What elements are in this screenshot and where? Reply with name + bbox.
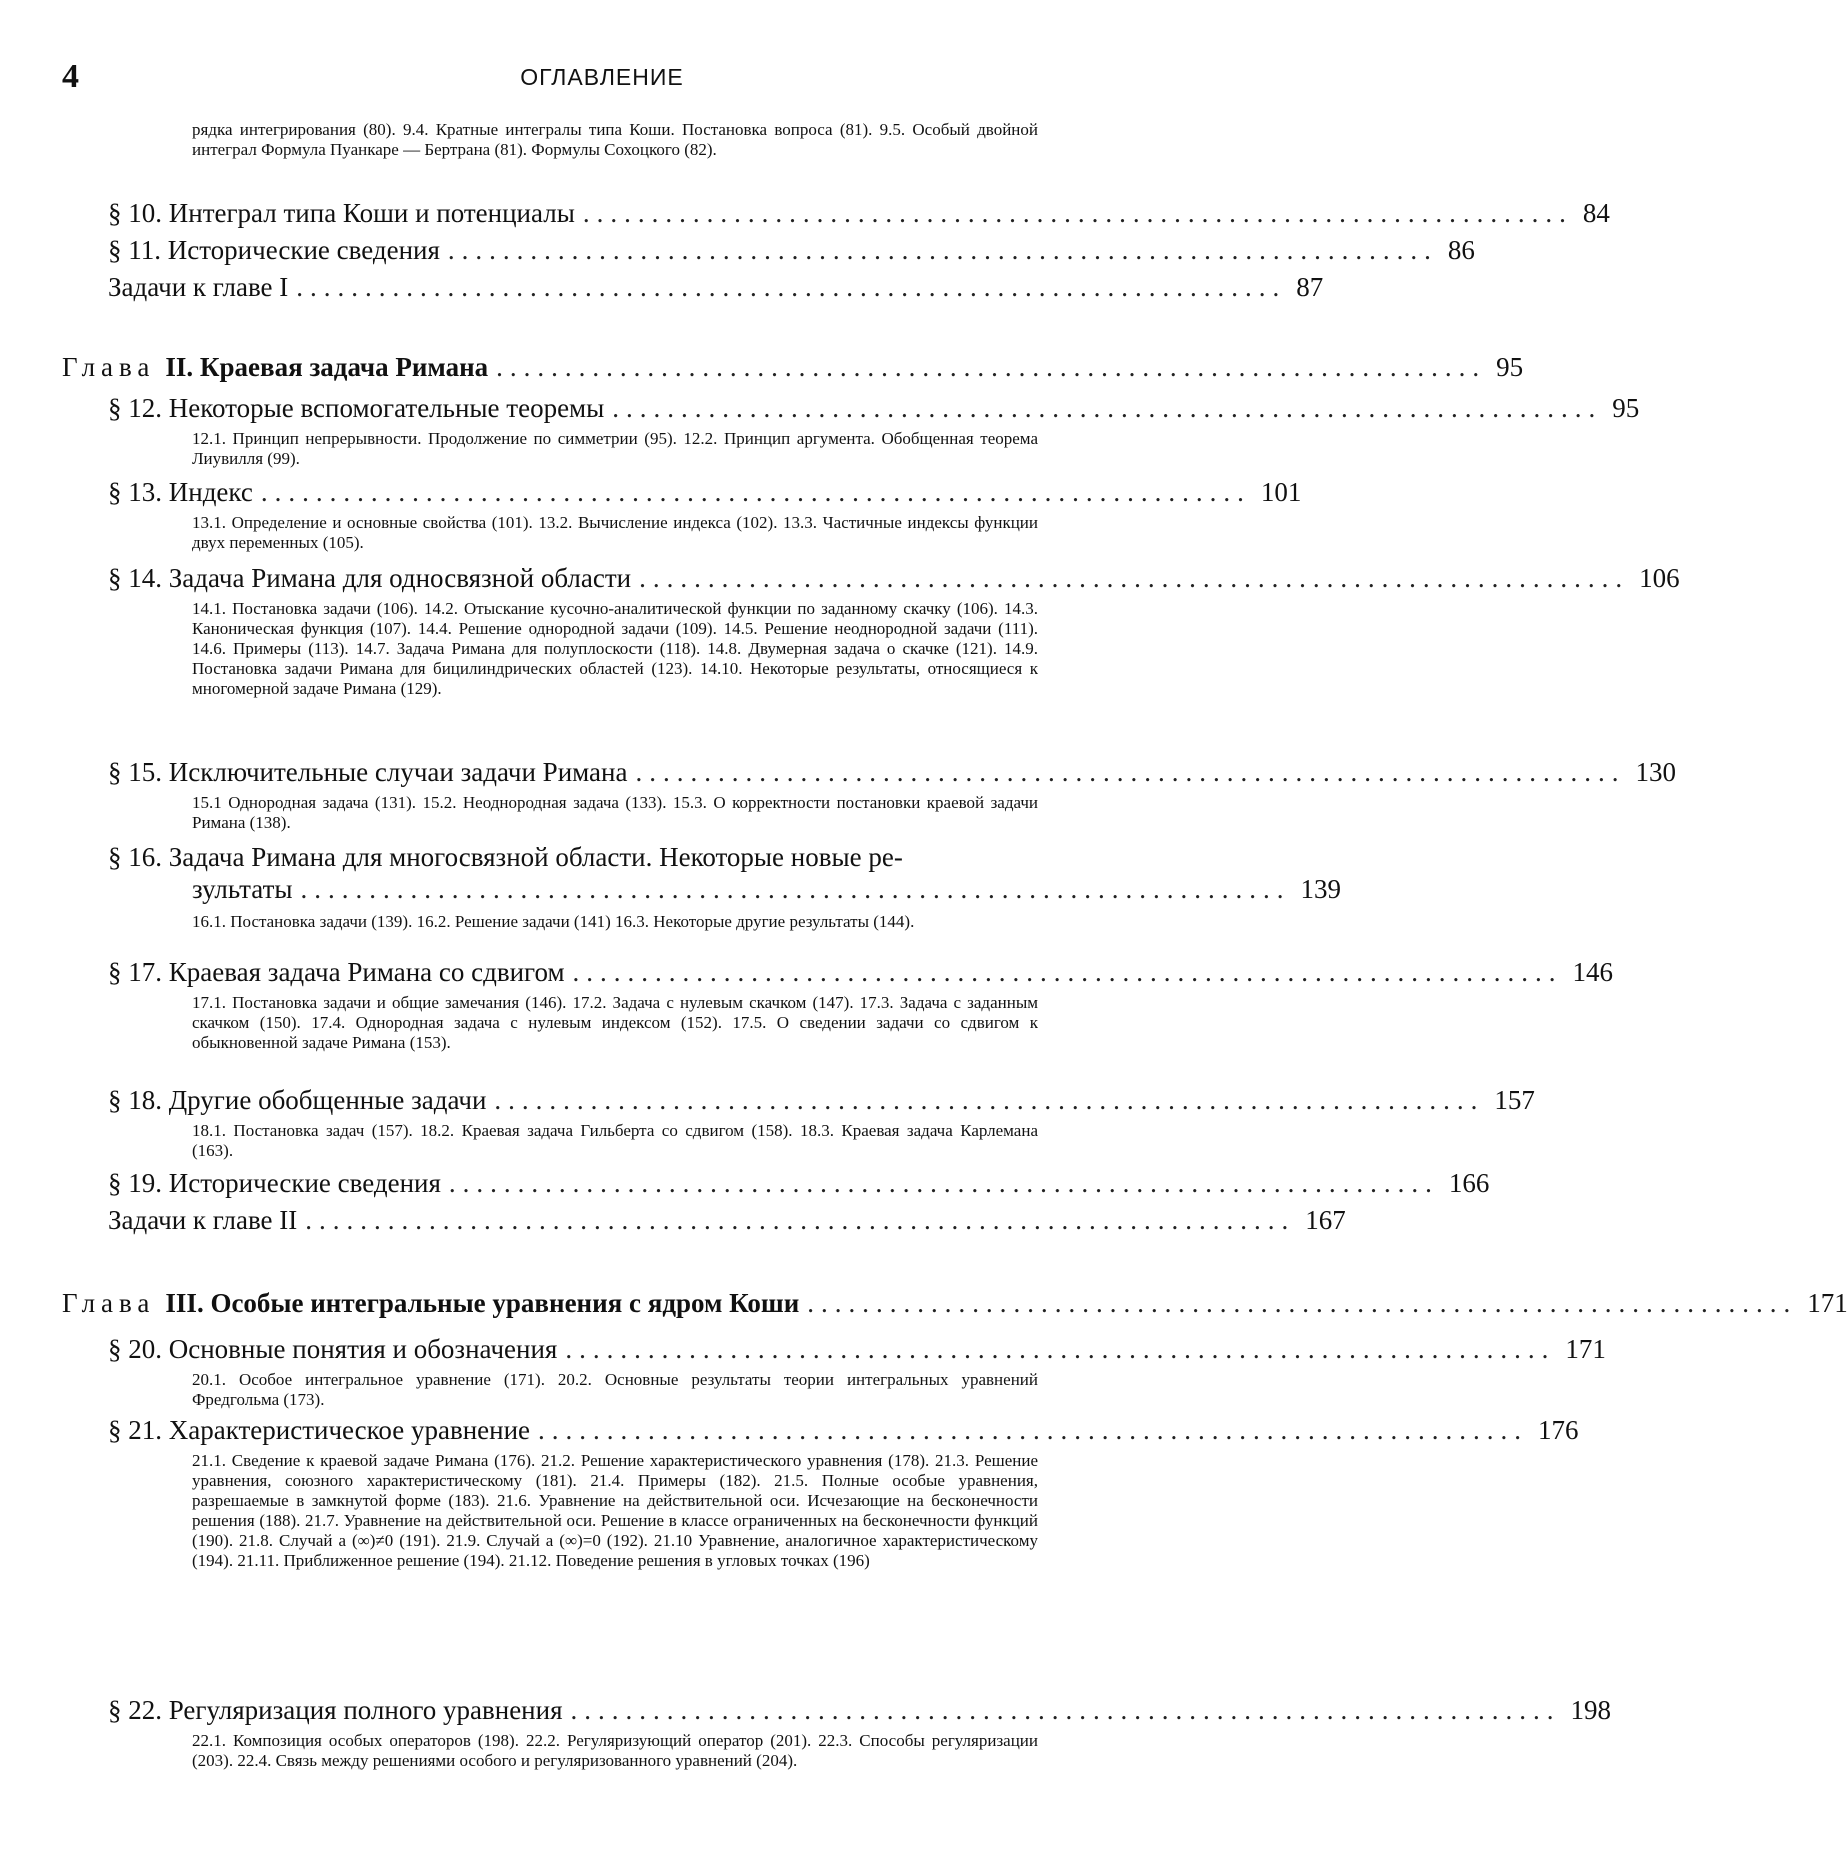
- toc-entry-label: § 14. Задача Римана для односвязной области: [108, 563, 632, 593]
- toc-page-number: 139: [1300, 874, 1342, 904]
- toc-entry-label: § 21. Характеристическое уравнение: [108, 1415, 531, 1445]
- toc-page-number: 86: [1447, 235, 1475, 265]
- leader-dots: ........................................................................: [582, 198, 1573, 228]
- toc-entry-label-line1: § 16. Задача Римана для многосвязной области. Некоторые новые ре-: [108, 842, 903, 872]
- toc-subsection-list: 18.1. Постановка задач (157). 18.2. Краевая задача Гильберта со сдвигом (158). 18.3. Краевая задача Карлемана (163).: [192, 1121, 1038, 1160]
- leader-dots: ........................................................................: [494, 1085, 1485, 1115]
- leader-dots: ........................................................................: [296, 272, 1287, 302]
- toc-entry-label: § 10. Интеграл типа Коши и потенциалы: [108, 198, 575, 228]
- toc-subsection-list: 14.1. Постановка задачи (106). 14.2. Отыскание кусочно-аналитической функции по заданному скачку (106). 14.3. Каноническая функция (107). 14.4. Решение однородной задачи (109). 14.5. Решение неоднородной задачи (111). 14.6. Примеры (113). 14.7. Задача Римана для полуплоскости (118). 14.8. Двумерная задача о скачке (121). 14.9. Постановка задачи Римана для бицилиндрических областей (123). 14.10. Некоторые результаты, относящиеся к многомерной задаче Римана (129).: [192, 599, 1038, 698]
- toc-page-number: 176: [1538, 1415, 1579, 1445]
- toc-subsection-list: 12.1. Принцип непрерывности. Продолжение по симметрии (95). 12.2. Принцип аргумента. Обобщенная теорема Лиувилля (99).: [192, 429, 1038, 468]
- toc-page-number: 157: [1494, 1085, 1535, 1115]
- toc-entry-label: § 11. Исторические сведения: [108, 235, 440, 265]
- toc-subsection-list: 21.1. Сведение к краевой задаче Римана (176). 21.2. Решение характеристического уравнения (178). 21.3. Решение уравнения, союзного характеристическому (181). 21.4. Примеры (182). 21.5. Полные особые уравнения, разрешаемые в замкнутой форме (183). 21.6. Уравнение на действительной оси. Исчезающие на бесконечности решения (188). 21.7. Уравнение на действительной оси. Решение в классе ограниченных на бесконечности функций (190). 21.8. Случай a (∞)≠0 (191). 21.9. Случай a (∞)=0 (192). 21.10 Уравнение, аналогичное характеристическому (194). 21.11. Приближенное решение (194). 21.12. Поведение решения в угловых точках (196): [192, 1451, 1038, 1570]
- toc-page-number: 146: [1572, 957, 1614, 987]
- toc-page-number: 95: [1496, 352, 1524, 382]
- toc-entry-label: § 22. Регуляризация полного уравнения: [108, 1695, 563, 1725]
- toc-page-number: 166: [1448, 1168, 1490, 1198]
- toc-entry-label: § 13. Индекс: [108, 477, 253, 507]
- running-title: ОГЛАВЛЕНИЕ: [520, 64, 684, 90]
- toc-subsection-list: 22.1. Композиция особых операторов (198). 22.2. Регуляризующий оператор (201). 22.3. Способы регуляризации (203). 22.4. Связь между решениями особого и регуляризованного уравнений (204).: [192, 1731, 1038, 1770]
- toc-subsection-list: 16.1. Постановка задачи (139). 16.2. Решение задачи (141) 16.3. Некоторые другие результаты (144).: [192, 912, 915, 931]
- page-number: 4: [62, 58, 79, 95]
- leader-dots: ........................................................................: [448, 1168, 1439, 1198]
- toc-page-number: 130: [1635, 757, 1676, 787]
- toc-subsection-list: 20.1. Особое интегральное уравнение (171). 20.2. Основные результаты теории интегральных уравнений Фредгольма (173).: [192, 1370, 1038, 1409]
- leader-dots: ........................................................................: [635, 757, 1626, 787]
- toc-page-number: 87: [1296, 272, 1324, 302]
- continued-subsection-text: рядка интегрирования (80). 9.4. Кратные интегралы типа Коши. Постановка вопроса (81). 9.5. Особый двойной интеграл Формула Пуанкаре — Бертрана (81). Формулы Сохоцкого (82).: [192, 120, 1038, 159]
- chapter-word: Глава: [62, 352, 156, 382]
- toc-entry-label: зультаты: [192, 874, 293, 904]
- toc-page-number: 95: [1612, 393, 1640, 423]
- chapter-title: III. Особые интегральные уравнения с ядром Коши: [165, 1288, 800, 1318]
- toc-page-number: 198: [1570, 1695, 1611, 1725]
- leader-dots: ........................................................................: [565, 1334, 1556, 1364]
- toc-entry-label: § 12. Некоторые вспомогательные теоремы: [108, 393, 605, 423]
- leader-dots: ........................................................................: [300, 874, 1291, 904]
- toc-page-number: 106: [1639, 563, 1680, 593]
- toc-entry-label: § 18. Другие обобщенные задачи: [108, 1085, 487, 1115]
- chapter-word: Глава: [62, 1288, 156, 1318]
- leader-dots: ........................................................................: [570, 1695, 1561, 1725]
- toc-page-number: 171: [1807, 1288, 1848, 1318]
- leader-dots: ........................................................................: [447, 235, 1438, 265]
- leader-dots: ........................................................................: [807, 1288, 1798, 1318]
- toc-entry-label: Задачи к главе I: [108, 272, 289, 302]
- toc-entry-label: § 20. Основные понятия и обозначения: [108, 1334, 558, 1364]
- leader-dots: ........................................................................: [639, 563, 1630, 593]
- toc-subsection-list: 15.1 Однородная задача (131). 15.2. Неоднородная задача (133). 15.3. О корректности постановки краевой задачи Римана (138).: [192, 793, 1038, 832]
- toc-entry-label: § 15. Исключительные случаи задачи Римана: [108, 757, 628, 787]
- leader-dots: ........................................................................: [305, 1205, 1296, 1235]
- page-header: [62, 58, 1142, 98]
- toc-page-number: 101: [1260, 477, 1302, 507]
- toc-entry-label: Задачи к главе II: [108, 1205, 298, 1235]
- leader-dots: ........................................................................: [538, 1415, 1529, 1445]
- toc-entry-label: § 17. Краевая задача Римана со сдвигом: [108, 957, 565, 987]
- leader-dots: ........................................................................: [496, 352, 1487, 382]
- leader-dots: ........................................................................: [572, 957, 1563, 987]
- toc-entry-label: § 19. Исторические сведения: [108, 1168, 441, 1198]
- toc-page-number: 171: [1565, 1334, 1606, 1364]
- chapter-title: II. Краевая задача Римана: [165, 352, 489, 382]
- toc-page-number: 167: [1305, 1205, 1346, 1235]
- leader-dots: ........................................................................: [260, 477, 1251, 507]
- toc-subsection-list: 17.1. Постановка задачи и общие замечания (146). 17.2. Задача с нулевым скачком (147). 17.3. Задача с заданным скачком (150). 17.4. Однородная задача с нулевым индексом (152). 17.5. О сведении задачи со сдвигом к обыкновенной задаче Римана (153).: [192, 993, 1038, 1052]
- toc-page-number: 84: [1582, 198, 1610, 228]
- leader-dots: ........................................................................: [612, 393, 1603, 423]
- toc-subsection-list: 13.1. Определение и основные свойства (101). 13.2. Вычисление индекса (102). 13.3. Частичные индексы функции двух переменных (105).: [192, 513, 1038, 552]
